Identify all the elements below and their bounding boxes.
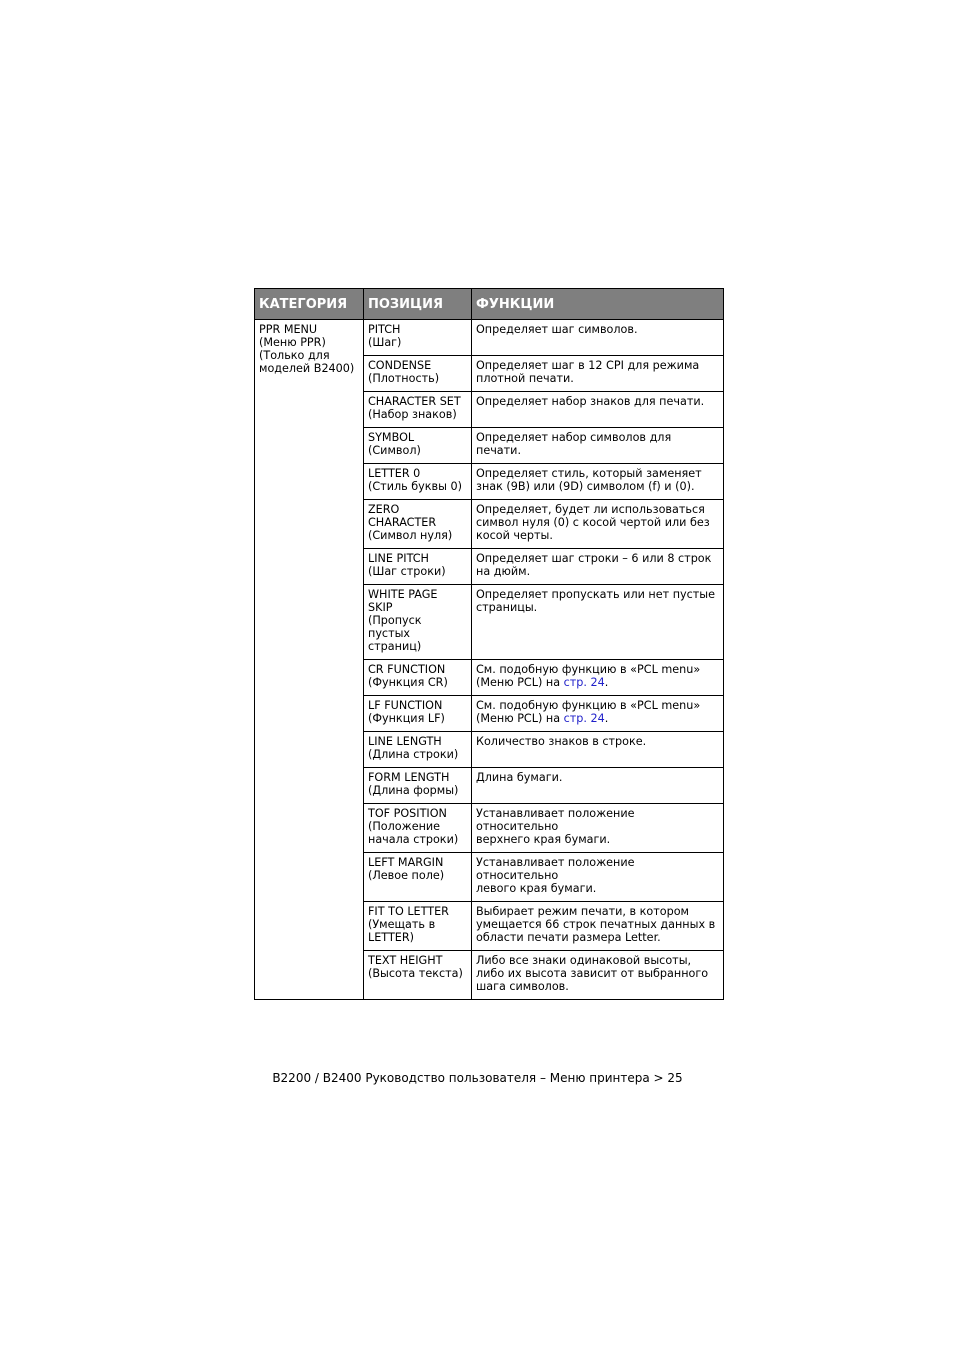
function-text [476,663,719,689]
function-text: Определяет пропускать или нет пустые страницы. [476,588,716,614]
function-text-main: См. подобную функцию в «PCL menu» (Меню PCL) на [476,699,701,725]
function-cell [472,428,724,464]
position-text: TOF POSITION (Положение начала строки) [368,807,459,846]
position-text: SYMBOL (Символ) [368,431,421,457]
position-cell [364,356,472,392]
function-text: Определяет шаг в 12 CPI для режима плотной печати. [476,359,700,385]
function-cell [472,951,724,1000]
position-text: FIT TO LETTER (Умещать в LETTER) [368,905,449,944]
position-text: PITCH (Шаг) [368,323,402,349]
position-text: FORM LENGTH (Длина формы) [368,771,459,797]
function-cell [472,585,724,660]
table-row [255,320,724,356]
position-text: CONDENSE (Плотность) [368,359,440,385]
function-text-main: См. подобную функцию в «PCL menu» (Меню PCL) на [476,663,701,689]
table-header-row [255,289,724,320]
position-text: TEXT HEIGHT (Высота текста) [368,954,463,980]
position-cell [364,392,472,428]
position-cell [364,585,472,660]
position-text: LINE LENGTH (Длина строки) [368,735,459,761]
function-text: Определяет шаг символов. [476,323,638,336]
function-text: Определяет, будет ли использоваться символ нуля (0) с косой чертой или без косой черты. [476,503,710,542]
function-text: Устанавливает положение относительно верхнего края бумаги. [476,807,635,846]
position-cell [364,696,472,732]
position-text: ZERO CHARACTER (Символ нуля) [368,503,453,542]
position-cell [364,500,472,549]
position-cell [364,428,472,464]
position-text: CHARACTER SET (Набор знаков) [368,395,461,421]
function-cell [472,732,724,768]
function-text-end: . [604,712,609,725]
position-text: LINE PITCH (Шаг строки) [368,552,446,578]
function-text: Длина бумаги. [476,771,563,784]
function-cell [472,768,724,804]
category-text: PPR MENU (Меню PPR) (Только для моделей B2400) [259,323,355,375]
function-cell [472,902,724,951]
function-text [476,699,719,725]
function-cell [472,320,724,356]
page-link[interactable]: стр. 24 [563,712,605,725]
position-cell [364,549,472,585]
function-text: Определяет стиль, который заменяет знак (9B) или (9D) символом (f) и (0). [476,467,702,493]
position-cell [364,902,472,951]
header-category: КАТЕГОРИЯ [255,289,364,320]
function-cell [472,696,724,732]
position-cell [364,951,472,1000]
function-cell [472,392,724,428]
function-cell [472,500,724,549]
category-cell [255,320,364,1000]
function-cell [472,804,724,853]
header-functions: ФУНКЦИИ [472,289,724,320]
function-cell [472,660,724,696]
position-cell [364,320,472,356]
position-text: LEFT MARGIN (Левое поле) [368,856,445,882]
function-cell [472,853,724,902]
position-cell [364,853,472,902]
position-text: LETTER 0 (Стиль буквы 0) [368,467,463,493]
position-cell [364,768,472,804]
ppr-menu-table [254,288,724,1000]
position-cell [364,464,472,500]
function-text: Определяет набор знаков для печати. [476,395,705,408]
function-text: Выбирает режим печати, в котором умещается 66 строк печатных данных в области печати размера Letter. [476,905,716,944]
function-cell [472,549,724,585]
function-cell [472,356,724,392]
position-text: CR FUNCTION (Функция CR) [368,663,448,689]
position-cell [364,804,472,853]
header-position: ПОЗИЦИЯ [364,289,472,320]
function-text: Устанавливает положение относительно левого края бумаги. [476,856,635,895]
position-text: LF FUNCTION (Функция LF) [368,699,445,725]
position-text: WHITE PAGE SKIP (Пропуск пустых страниц) [368,588,438,653]
function-text: Определяет набор символов для печати. [476,431,672,457]
function-text: Определяет шаг строки – 6 или 8 строк на дюйм. [476,552,712,578]
page-footer: B2200 / B2400 Руководство пользователя – Меню принтера > 25 [272,1071,683,1085]
function-cell [472,464,724,500]
function-text: Либо все знаки одинаковой высоты, либо их высота зависит от выбранного шага символов. [476,954,709,993]
position-cell [364,732,472,768]
function-text: Количество знаков в строке. [476,735,647,748]
function-text-end: . [604,676,609,689]
page-link[interactable]: стр. 24 [563,676,605,689]
position-cell [364,660,472,696]
